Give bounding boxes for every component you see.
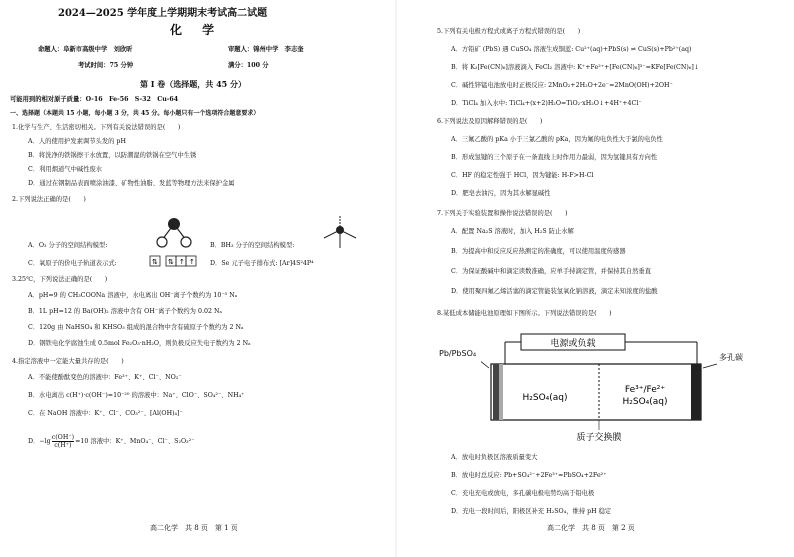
question-2: 2.下列说法正确的是( ) xyxy=(12,196,86,203)
lead-electrode-label: Pb/PbSO₄ xyxy=(439,349,477,358)
bh3-molecule-model xyxy=(316,212,362,256)
exam-time: 考试时间：75 分钟 xyxy=(78,62,134,69)
setters: 命题人：阜新市高级中学 刘欣昕 xyxy=(38,46,133,53)
power-load-label: 电源或负载 xyxy=(550,339,596,349)
q7-option-a: A．配置 Na₂S 溶液时，加入 H₂S 防止水解 xyxy=(451,228,574,235)
battery-diagram xyxy=(481,324,761,446)
svg-text:⇅: ⇅ xyxy=(168,258,174,266)
question-3: 3.25℃，下列说法正确的是( ) xyxy=(12,276,108,283)
right-solution-label-1: Fe³⁺/Fe²⁺ xyxy=(624,385,666,395)
exam-title: 2024—2025 学年度上学期期末考试高二试题 xyxy=(58,8,268,19)
lead-electrode xyxy=(493,364,499,420)
question-1: 1.化学与生产、生活密切相关。下列有关说法错误的是( ) xyxy=(12,124,181,131)
q4-option-c: C．在 NaOH 溶液中：K⁺、Cl⁻、CO₃²⁻、[Al(OH)₄]⁻ xyxy=(28,410,183,417)
q5-option-b: B．将 K₃[Fe(CN)₆]溶液滴入 FeCl₂ 溶液中: K⁺+Fe²⁺+[Fe(CN)₆]³⁻=KFe[Fe(CN)₆]↓ xyxy=(451,64,700,71)
exam-page-2 xyxy=(397,0,794,557)
q4d-frac-den: c(H⁺) xyxy=(54,442,72,449)
q2-option-b: B．BH₃ 分子的空间结构模型: xyxy=(210,242,295,249)
q1-option-b: B．将洗净的铁锅擦干水放置，以防潮湿的铁锅在空气中生锈 xyxy=(28,152,197,159)
question-5: 5.下列有关电极方程式或离子方程式错误的是( ) xyxy=(437,28,581,35)
svg-text:⇅: ⇅ xyxy=(152,258,158,266)
q1-option-a: A．人的使用护发素调节头发的 pH xyxy=(28,138,126,145)
q4d-frac-num: c(OH⁻) xyxy=(51,434,75,441)
q6-option-d: D．肥皂去油污，因为其水解显碱性 xyxy=(451,190,551,197)
q7-option-b: B．为提高中和反应反应热测定的准确度，可以使用温度传感器 xyxy=(451,248,626,255)
question-8: 8.某低成本储能电池原理如下图所示。下列说法错误的是( ) xyxy=(437,310,612,317)
q5-option-a: A．方铅矿 (PbS) 遇 CuSO₄ 溶液生成铜蓝: Cu²⁺(aq)+PbS(s) ⇌ CuS(s)+Pb²⁺(aq) xyxy=(451,46,692,53)
reviewers: 审题人：锦州中学 李志奎 xyxy=(228,46,304,53)
q2-option-a: A．O₃ 分子的空间结构模型: xyxy=(28,242,108,249)
q3-option-a: A．pH=9 的 CH₃COONa 溶液中，水电离出 OH⁻离子个数约为 10⁻⁵ Nₐ xyxy=(28,292,238,299)
question-7: 7.下列关于实验装置和操作说法错误的是( ) xyxy=(437,210,568,217)
q4-option-a: A．不能使酚酞变色的溶液中：Fe³⁺、K⁺、Cl⁻、NO₃⁻ xyxy=(28,374,182,381)
section-title: 第 Ⅰ 卷（选择题，共 45 分） xyxy=(140,79,247,89)
q6-option-b: B．形成氢键的三个原子在一条直线上时作用力最弱，因为氢键具有方向性 xyxy=(451,154,658,161)
exam-page-1 xyxy=(0,0,395,557)
q5-option-d: D．TiCl₄ 加入水中: TiCl₄+(x+2)H₂O=TiO₂·xH₂O↓+4H⁺+4Cl⁻ xyxy=(451,100,642,107)
q1-option-c: C．利用烟道气中碱性废水 xyxy=(28,166,103,173)
q4-option-b: B．水电离出 c(H⁺)·c(OH⁻)=10⁻²⁰ 的溶液中：Na⁺、ClO⁻、SO₄²⁻、NH₄⁺ xyxy=(28,392,245,399)
right-solution-label-2: H₂SO₄(aq) xyxy=(622,397,668,407)
q3-option-c: C．120g 由 NaHSO₄ 和 KHSO₃ 组成的混合物中含有硫原子个数约为 2 Nₐ xyxy=(28,324,244,331)
q3-option-b: B．1L pH=12 的 Ba(OH)₂ 溶液中含有 OH⁻离子个数约为 0.02 Nₐ xyxy=(28,308,222,315)
pbso4-layer xyxy=(499,364,503,420)
page-2-footer: 高二化学 共 8 页 第 2 页 xyxy=(547,524,635,532)
q2-option-d: D．Se 元子电子排布式: [Ar]4S²4P⁴ xyxy=(210,260,314,267)
q7-option-d: D．使用聚四氟乙烯活塞的滴定管能装氢氧化钠溶液，滴定未知浓度的盐酸 xyxy=(451,288,658,295)
q6-option-a: A．三氟乙酸的 pKa 小于三氯乙酸的 pKa，因为氟的电负性大于氯的电负性 xyxy=(451,136,663,143)
q4d-suffix: =10 溶液中：K⁺、MnO₄⁻、Cl⁻、S₂O₃²⁻ xyxy=(75,438,195,445)
atomic-masses: 可能用到的相对原子质量：O-16 Fe-56 S-32 Cu-64 xyxy=(10,96,179,103)
svg-text:↑: ↑ xyxy=(179,258,185,266)
orbital-diagram xyxy=(148,250,208,268)
q8-option-d: D．充电一段时间后，阳极区补充 H₂SO₄，维持 pH 稳定 xyxy=(451,508,612,515)
q4d-prefix: D． xyxy=(28,438,40,445)
page-1-footer: 高二化学 共 8 页 第 1 页 xyxy=(150,524,238,532)
q8-option-c: C．充电充电或放电，多孔碳电极电势均高于铅电极 xyxy=(451,490,595,497)
question-6: 6.下列说法及原因解释错误的是( ) xyxy=(437,118,543,125)
membrane-label: 质子交换膜 xyxy=(576,433,622,443)
cell-container xyxy=(491,364,701,420)
subject-title: 化 学 xyxy=(170,23,223,37)
q8-option-a: A．放电时负极区溶液质量变大 xyxy=(451,454,538,461)
porous-carbon-electrode xyxy=(691,364,701,420)
porous-carbon-label: 多孔碳 xyxy=(719,353,743,362)
q1-option-d: D．通过在钢制品表面喷涂油漆、矿物性油脂、发蓝等物理方法来保护金属 xyxy=(28,180,235,187)
q2-option-c: C．氧原子的价电子轨道表示式: xyxy=(28,260,117,267)
q8-option-b: B．放电时总反应: Pb+SO₄²⁻+2Fe³⁺=PbSO₄+2Fe²⁺ xyxy=(451,472,607,479)
q7-option-c: C．为保证酸碱中和滴定读数准确，应单手持滴定管，并保持其自然垂直 xyxy=(451,268,652,275)
q4-option-d: D．−lg $\frac{c(OH^-)}{c(H^+)}$ =10 溶液中：K⁺、MnO₄⁻、Cl⁻、S₂O₃²⁻ xyxy=(28,434,195,449)
q3-option-d: D．钢铁电化学腐蚀生成 0.5mol Fe₂O₃·nH₂O，则负极反应失电子数约为 2 Nₐ xyxy=(28,340,251,347)
question-4: 4.指定溶液中一定能大量共存的是( ) xyxy=(12,358,124,365)
full-score: 满分：100 分 xyxy=(228,62,269,69)
q6-option-c: C．HF 的稳定性强于 HCl，因为键能: H-F>H-Cl xyxy=(451,172,594,179)
svg-text:↑: ↑ xyxy=(189,258,195,266)
part1-instructions: 一、选择题（本题共 15 小题，每小题 3 分，共 45 分。每小题只有一个选项符合题意要求） xyxy=(10,110,260,117)
q5-option-c: C．碱性锌锰电池放电时正极反应: 2MnO₂+2H₂O+2e⁻=2MnO(OH)+2OH⁻ xyxy=(451,82,673,89)
left-solution-label: H₂SO₄(aq) xyxy=(522,393,568,403)
